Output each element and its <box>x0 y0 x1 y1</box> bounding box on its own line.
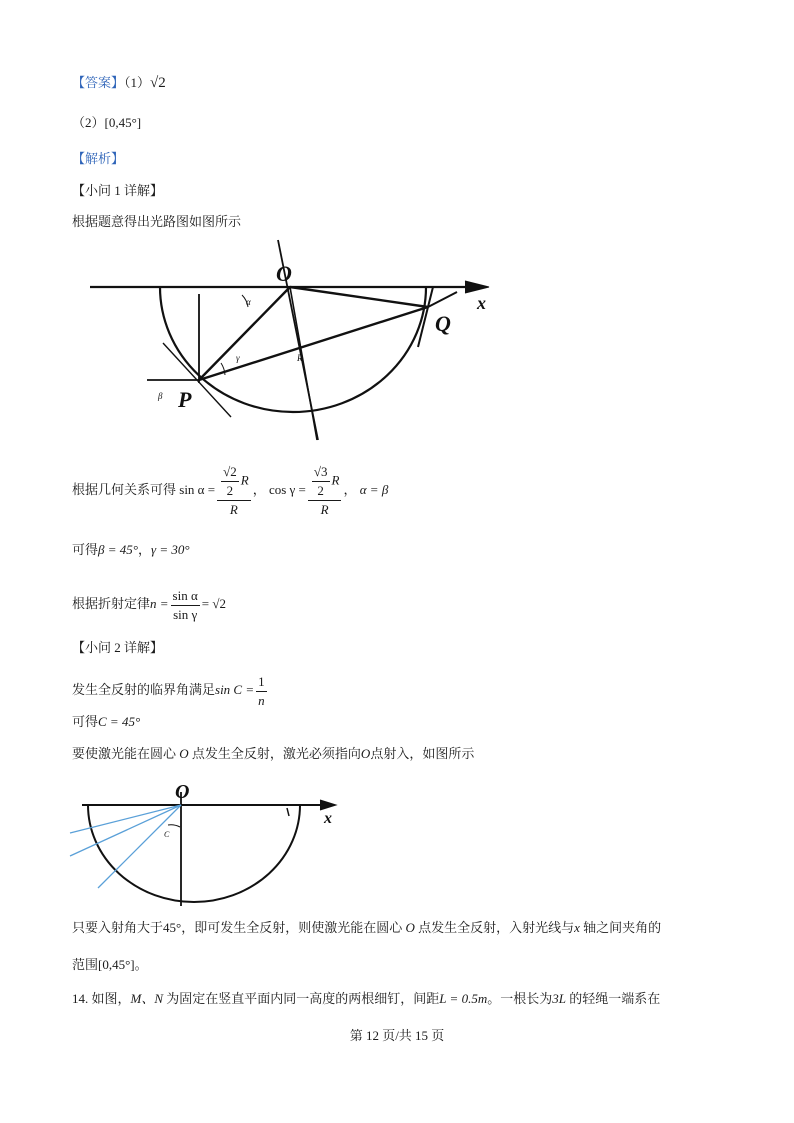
emergent-ray <box>428 292 457 307</box>
answer-tag: 【答案】 <box>72 75 125 90</box>
label-x-2: x <box>324 810 332 827</box>
answer-part2-value: [0,45°] <box>104 115 142 130</box>
answer-part1-value: √2 <box>150 75 166 91</box>
answer-part1-label: （1） <box>124 75 151 90</box>
label-O-2: O <box>175 781 190 803</box>
answer-part2-label: （2） <box>72 115 105 130</box>
ray-OQ <box>290 287 428 307</box>
conclusion-line-2: 范围[0,45°]。 <box>72 957 148 972</box>
semicircle-2 <box>88 805 300 902</box>
angle-results: 可得β = 45°，γ = 30° <box>72 542 190 557</box>
label-beta: β <box>158 391 163 401</box>
label-O: O <box>276 261 292 286</box>
answer-line-2 <box>72 113 141 133</box>
sub2-title: 【小问 2 详解】 <box>72 640 164 655</box>
critical-angle: 发生全反射的临界角满足sin C = $\frac{1}{n}$ <box>72 673 265 708</box>
label-gamma: γ <box>236 353 240 363</box>
label-alpha: α <box>246 297 251 307</box>
page-footer: 第 12 页/共 15 页 <box>349 1028 445 1043</box>
incident-rays <box>70 805 181 888</box>
analysis-tag: 【解析】 <box>72 151 125 166</box>
label-x: x <box>477 293 486 313</box>
total-reflection-figure <box>68 778 348 908</box>
snell-law: 根据折射定律n = $\frac{\text{sin α}}{\text{sin γ}}$ = √2 <box>72 587 226 622</box>
geometry-relation: 根据几何关系可得 sin α = $\frac{√2}{2}$ R R ， cos γ = $\frac{√3}{2}$ R R ， α = β <box>72 464 389 518</box>
label-R: R <box>297 353 303 363</box>
critical-result: 可得C = 45° <box>72 714 141 729</box>
label-Q: Q <box>435 311 451 336</box>
label-P: P <box>178 387 192 412</box>
answer-line-1 <box>72 73 166 93</box>
sub1-title: 【小问 1 详解】 <box>72 183 164 198</box>
light-path-figure <box>85 235 505 450</box>
laser-sentence: 要使激光能在圆心 O 点发生全反射，激光必须指向O点射入，如图所示 <box>72 746 475 761</box>
radius-line-R <box>290 287 317 440</box>
x-axis-arrow <box>465 281 489 293</box>
question-14: 14. 如图，M、N 为固定在竖直平面内同一高度的两根细钉，间距L = 0.5m。一根长为3L 的轻绳一端系在 <box>72 991 661 1006</box>
label-C: C <box>164 830 170 839</box>
conclusion-line-1: 只要入射角大于45°，即可发生全反射，则使激光能在圆心 O 点发生全反射，入射光线与x 轴之间夹角的 <box>72 920 662 935</box>
sub1-intro: 根据题意得出光路图如图所示 <box>72 214 242 229</box>
